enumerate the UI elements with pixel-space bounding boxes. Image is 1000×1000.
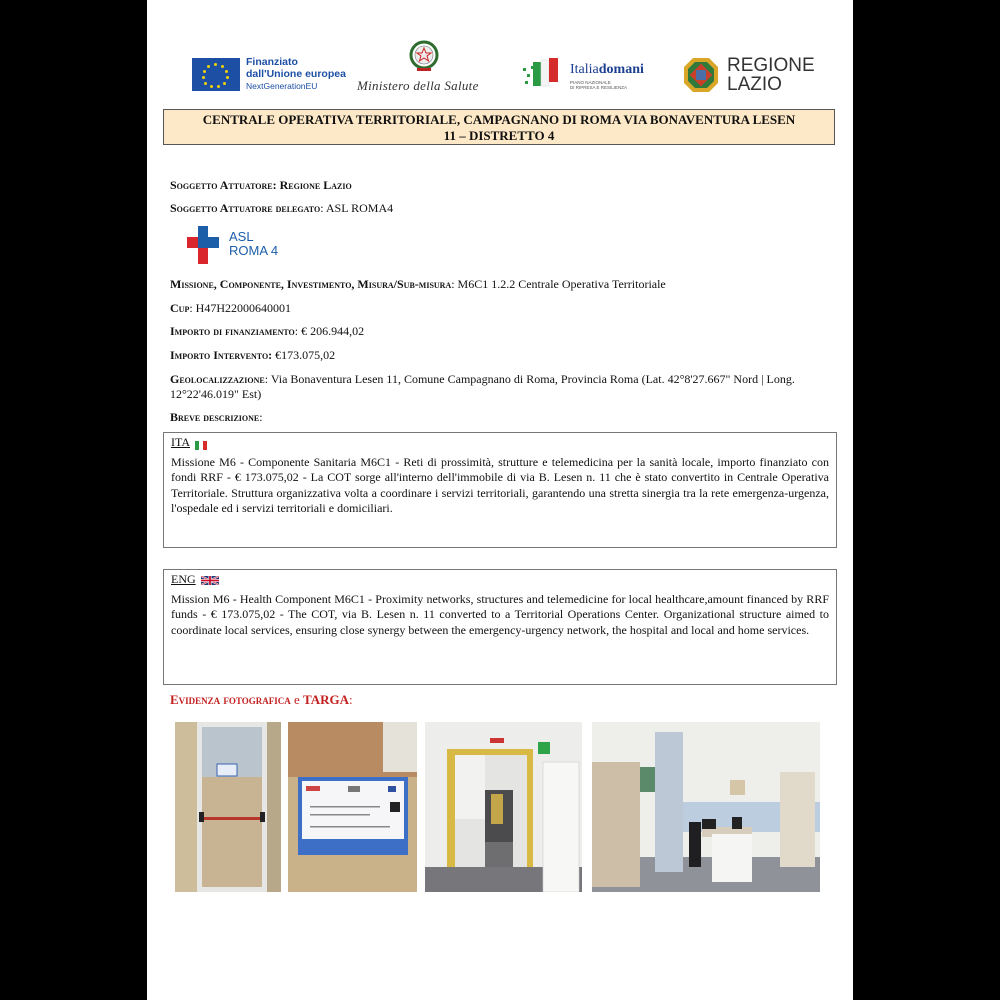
document-page <box>147 0 853 1000</box>
regione-lazio-emblem-icon <box>683 57 719 93</box>
geolocalizzazione-label: Geolocalizzazione <box>170 372 265 386</box>
photo-office-image <box>592 722 820 892</box>
field-cup <box>170 301 835 316</box>
asl-cross-logo-icon <box>187 226 219 264</box>
photo-corridor-image <box>425 722 582 892</box>
italia-domani-subtitle <box>570 80 627 90</box>
breve-descrizione-value: : <box>259 410 263 424</box>
photo-office-room <box>592 722 820 892</box>
photo-door-image <box>175 722 281 892</box>
ministry-of-health-logo-text: Ministero della Salute <box>357 78 479 93</box>
soggetto-delegato-label: Soggetto Attuatore delegato <box>170 201 321 215</box>
field-soggetto-attuatore <box>170 178 835 193</box>
field-missione <box>170 277 835 292</box>
lang-label-eng: ENG <box>171 572 196 586</box>
italia-domani-logo-icon <box>521 56 563 90</box>
eu-line2: dall'Unione europea <box>246 68 346 80</box>
description-box-eng <box>163 569 837 685</box>
italia-domani-sub1: PIANO NAZIONALE <box>570 80 611 85</box>
asl-logo-line2: ROMA 4 <box>229 243 279 258</box>
uk-flag-icon <box>201 576 219 585</box>
italia-domani-logo-text <box>570 62 644 78</box>
italia-domani-name-bold: domani <box>598 62 644 77</box>
importo-intervento-value: €173.075,02 <box>272 348 336 362</box>
lazio-line2: LAZIO <box>727 74 782 95</box>
breve-descrizione-label: Breve descrizione <box>170 410 260 424</box>
project-title-line1: CENTRALE OPERATIVA TERRITORIALE, CAMPAGNANO DI ROMA VIA BONAVENTURA LESEN <box>202 112 796 127</box>
cup-value: : H47H22000640001 <box>189 301 292 315</box>
photo-title-part4: : <box>349 692 353 707</box>
soggetto-attuatore-label: Soggetto Attuatore: Regione Lazio <box>170 178 352 192</box>
cup-label: Cup <box>170 301 190 315</box>
field-importo-intervento <box>170 348 835 363</box>
geolocalizzazione-value: : Via Bonaventura Lesen 11, Comune Campagnano di Roma, Provincia Roma (Lat. 42°8'27.667" Nord | Long. 12°22'46.019" Est) <box>170 372 795 401</box>
photo-title-part3: TARGA <box>303 692 350 707</box>
italian-republic-emblem-icon <box>409 40 439 76</box>
field-importo-finanziamento <box>170 324 835 339</box>
missione-label: Missione, Componente, Investimento, Misura/Sub-misura <box>170 277 452 291</box>
soggetto-delegato-value: : ASL ROMA4 <box>320 201 394 215</box>
photo-project-plaque <box>288 722 417 892</box>
field-soggetto-delegato <box>170 201 835 216</box>
lazio-line1: REGIONE <box>727 55 815 76</box>
photo-entrance-door <box>175 722 281 892</box>
field-breve-descrizione <box>170 410 835 425</box>
missione-value: : M6C1 1.2.2 Centrale Operativa Territoriale <box>451 277 666 291</box>
description-text-ita: Missione M6 - Componente Sanitaria M6C1 - Reti di prossimità, strutture e telemedicina per la sanità locale, importo finanziato con fondi RRF - € 173.075,02 - La COT sorge all'interno dell'immobile di via B. Lesen n. 11 che è stato convertito in Centrale Operativa Territoriale. Struttura organizzativa volta a coordinare i servizi territoriali, garantendo una stretta sinergia tra la rete emergenza-urgenza, l'ospedale ed i servizi territoriali e domiciliari. <box>171 454 829 515</box>
regione-lazio-logo-text <box>727 56 815 94</box>
project-title-box <box>163 109 835 145</box>
asl-logo-line1: ASL <box>229 229 254 244</box>
photo-plaque-image <box>288 722 417 892</box>
field-geolocalizzazione <box>170 372 835 402</box>
italian-flag-icon <box>195 439 209 448</box>
eu-line3: NextGenerationEU <box>246 81 318 91</box>
description-box-ita <box>163 432 837 548</box>
eu-flag-logo <box>192 58 240 91</box>
photo-title-part2: e <box>290 692 304 707</box>
eu-funding-logo-text <box>246 56 346 92</box>
description-text-eng: Mission M6 - Health Component M6C1 - Proximity networks, structures and telemedicine for local healthcare,amount financed by RRF funds - € 173.075,02 - The COT, via B. Lesen n. 11 converted to a Territorial Operations Center. Organizational structure aimed to coordinate local services, ensuring close synergy between the emergency-urgency network, the hospital and local and home services. <box>171 591 829 637</box>
italia-domani-sub2: DI RIPRESA E RESILIENZA <box>570 85 628 90</box>
project-title-line2: 11 – DISTRETTO 4 <box>443 128 555 143</box>
italia-domani-name-light: Italia <box>570 62 599 77</box>
asl-roma4-logo-text <box>229 230 278 258</box>
importo-intervento-label: Importo Intervento: <box>170 348 273 362</box>
lang-label-ita: ITA <box>171 435 191 449</box>
importo-finanziamento-value: : € 206.944,02 <box>294 324 365 338</box>
importo-finanziamento-label: Importo di finanziamento <box>170 324 295 338</box>
photo-corridor <box>425 722 582 892</box>
photo-title-part1: Evidenza fotografica <box>170 692 291 707</box>
eu-line1: Finanziato <box>246 56 298 68</box>
photo-section-title <box>170 692 353 708</box>
